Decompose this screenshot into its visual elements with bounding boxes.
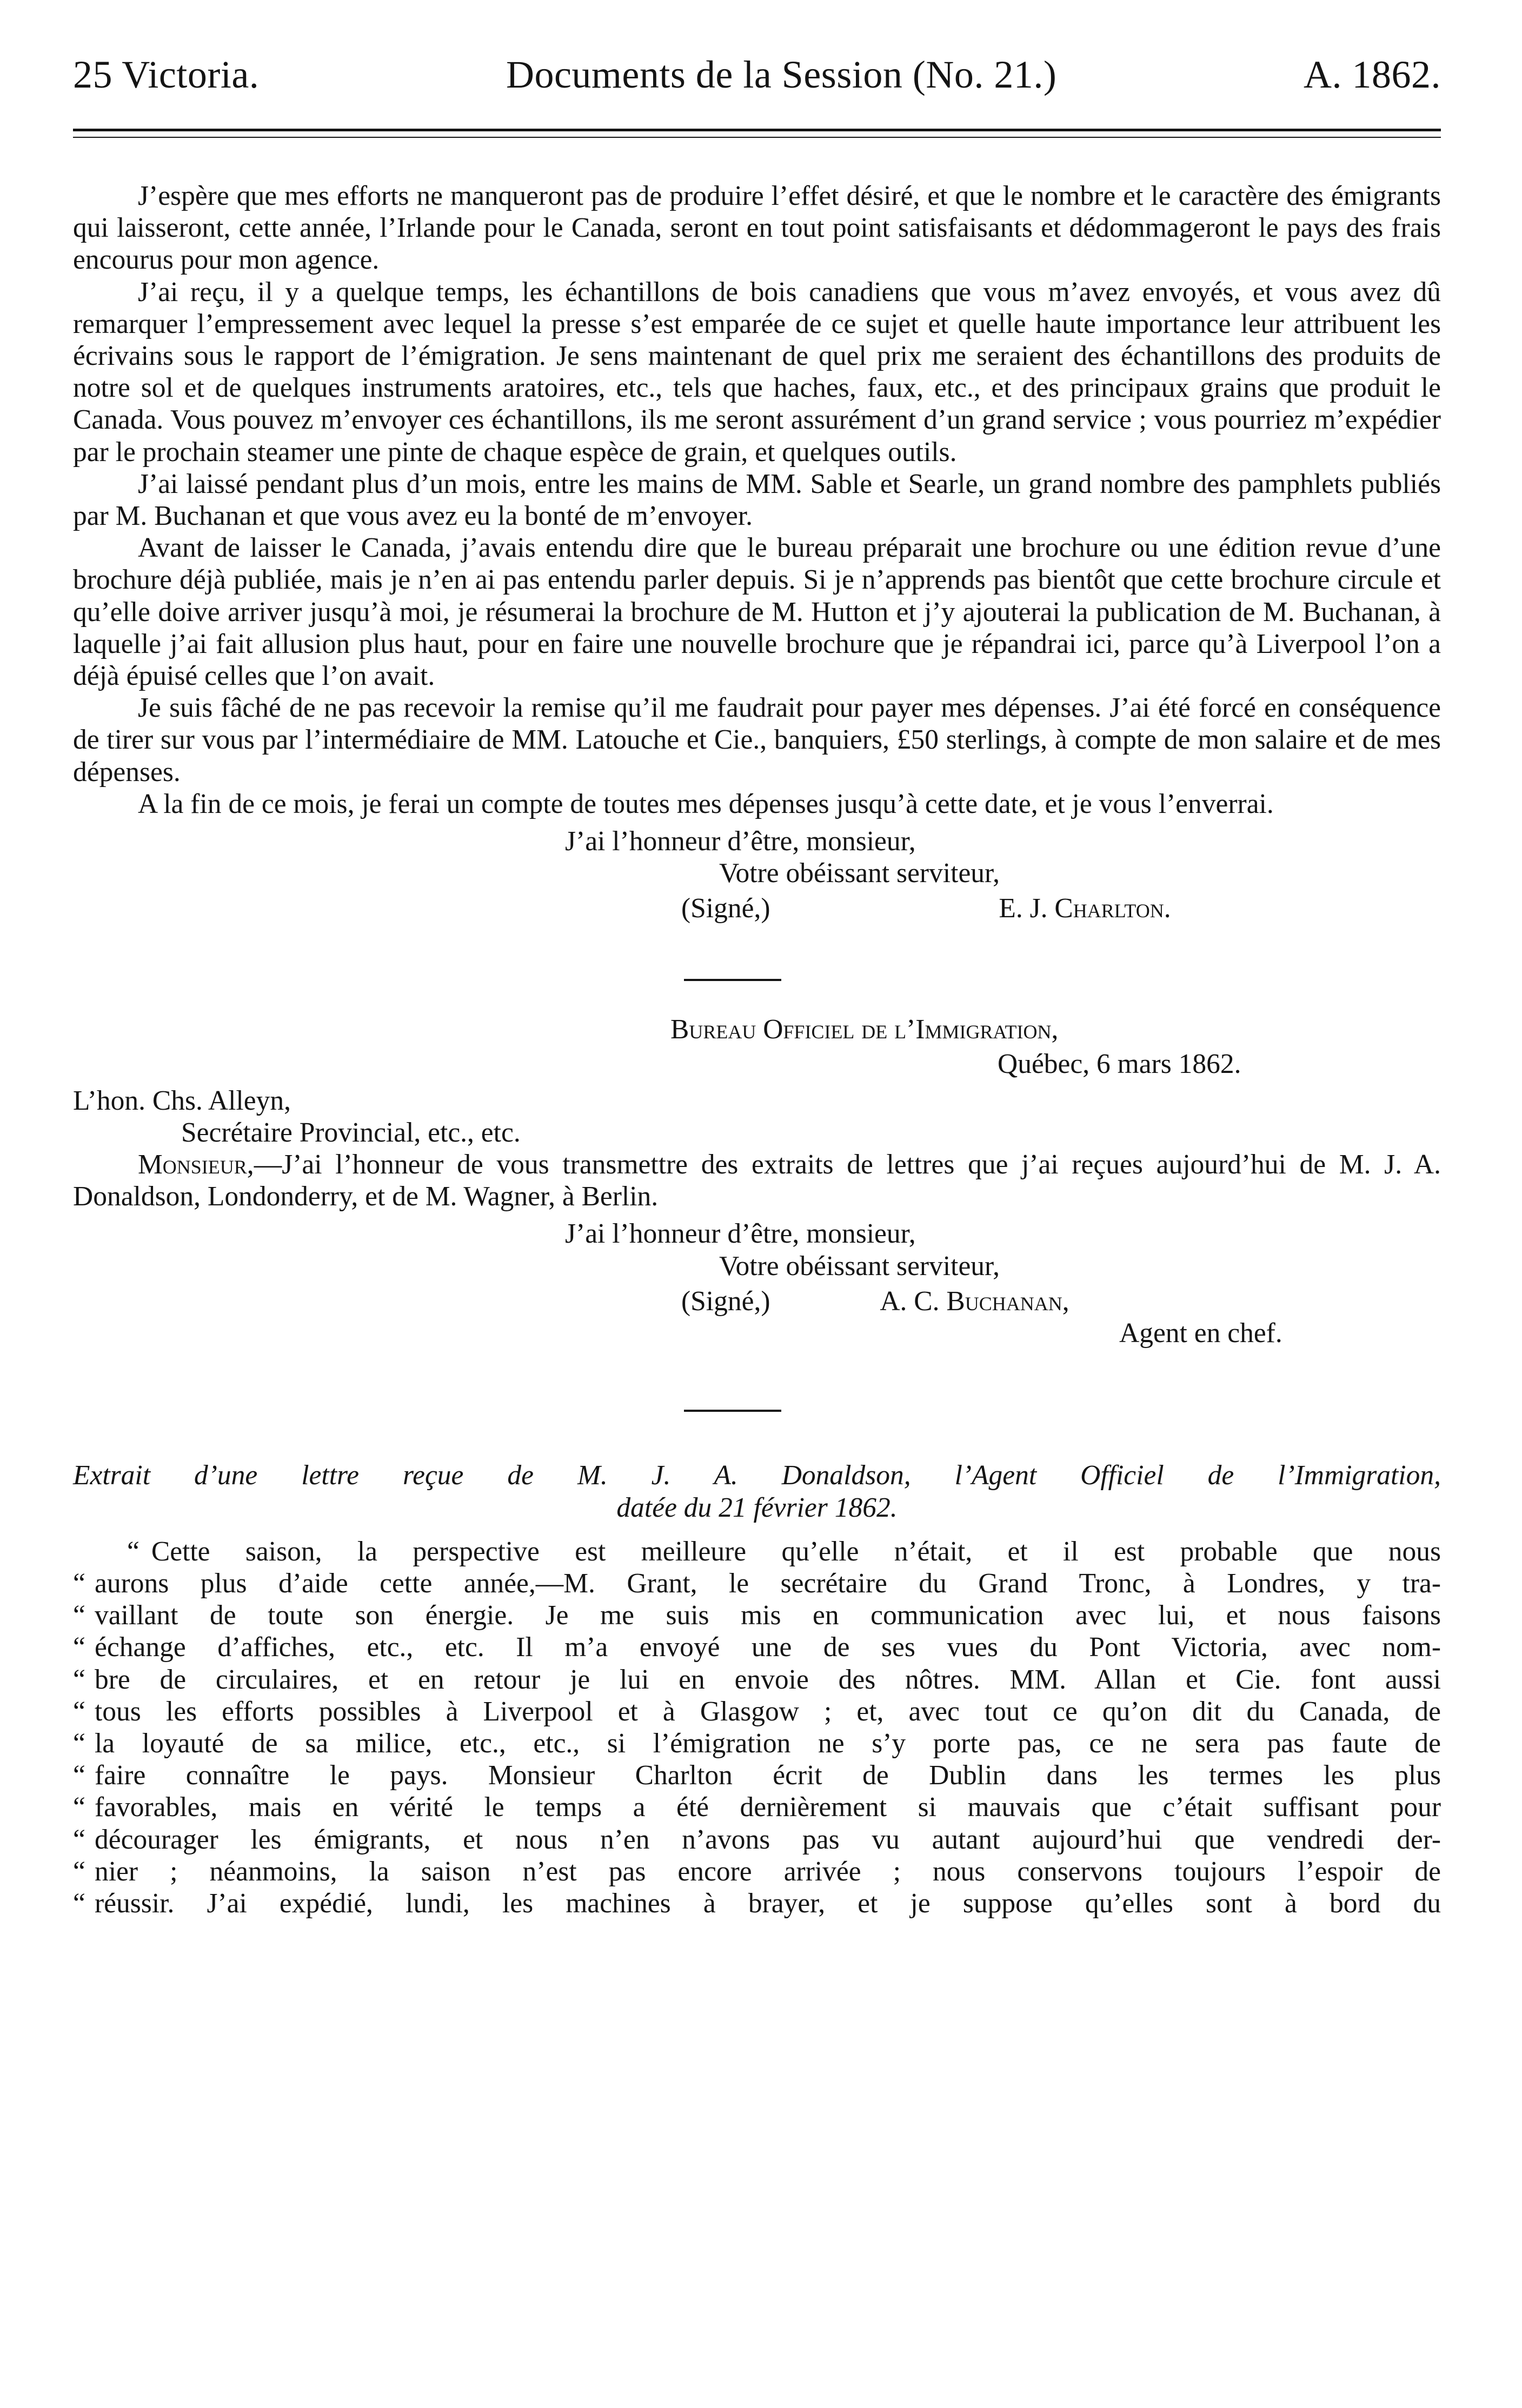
letter1-closing-2: Votre obéissant serviteur,	[719, 858, 1000, 889]
document-page	[73, 49, 1441, 1919]
letter2-closing-1: J’ai l’honneur d’être, monsieur,	[565, 1218, 916, 1250]
quote-line	[73, 1887, 1441, 1919]
quote-line-text: nier ; néanmoins, la saison n’est pas encore arrivée ; nous conservons toujours l’espoir de	[95, 1856, 1441, 1887]
quote-mark: “	[73, 1727, 85, 1759]
section-divider	[684, 979, 781, 981]
quote-line-text: réussir. J’ai expédié, lundi, les machines à brayer, et je suppose qu’elles sont à bord du	[95, 1887, 1441, 1919]
letter2-body	[73, 1149, 1441, 1212]
quote-line	[73, 1791, 1441, 1823]
quote-mark: “	[127, 1536, 139, 1567]
header-right: A. 1862.	[1303, 53, 1441, 96]
quote-line-text: échange d’affiches, etc., etc. Il m’a envoyé une de ses vues du Pont Victoria, avec nom-	[95, 1632, 1441, 1663]
letter2-signer-title: Agent en chef.	[1119, 1318, 1282, 1349]
letter2-signer: A. C. Buchanan,	[880, 1285, 1069, 1317]
quote-line	[73, 1599, 1441, 1631]
letter1-paragraph: J’ai reçu, il y a quelque temps, les échantillons de bois canadiens que vous m’avez envoyés, et vous avez dû remarquer l’empressement avec lequel la presse s’est emparée de ce sujet et quelle haute importance leur attribuent les écrivains sous le rapport de l’émigration. Je sens maintenant de quel prix me seraient des échantillons des produits de notre sol et de quelques instruments aratoires, etc., tels que haches, faux, etc., et des principaux grains que produit le Canada. Vous pouvez m’envoyer ces échantillons, ils me seront assurément d’un grand service ; vous pourriez m’expédier par le prochain steamer une pinte de chaque espèce de grain, et quelques outils.	[73, 276, 1441, 468]
quote-line	[73, 1759, 1441, 1791]
letter2-place-date: Québec, 6 mars 1862.	[998, 1048, 1241, 1079]
letter2-heading	[73, 1012, 1441, 1082]
quote-line	[73, 1536, 1441, 1567]
quote-line-text: faire connaître le pays. Monsieur Charlton écrit de Dublin dans les termes les plus	[95, 1760, 1441, 1791]
quote-mark: “	[73, 1600, 85, 1631]
extract-heading-line-2: datée du 21 février 1862.	[616, 1492, 898, 1523]
quote-line-text: décourager les émigrants, et nous n’en n’avons pas vu autant aujourd’hui que vendredi der-	[95, 1824, 1441, 1855]
extract-quote	[73, 1536, 1441, 1919]
letter1-paragraph: Je suis fâché de ne pas recevoir la remise qu’il me faudrait pour payer mes dépenses. J’ai été forcé en conséquence de tirer sur vous par l’intermédiaire de MM. Latouche et Cie., banquiers, £50 sterlings, à compte de mon salaire et de mes dépenses.	[73, 692, 1441, 788]
letter2-recipient: L’hon. Chs. Alleyn,	[73, 1085, 291, 1116]
quote-line	[73, 1727, 1441, 1759]
quote-line	[73, 1856, 1441, 1887]
letter1-paragraph: A la fin de ce mois, je ferai un compte de toutes mes dépenses jusqu’à cette date, et je vous l’enverrai.	[138, 788, 1274, 819]
letter2-text: —J’ai l’honneur de vous transmettre des extraits de lettres que j’ai reçues aujourd’hui de M. J. A. Donaldson, Londonderry, et de M. Wagner, à Berlin.	[73, 1149, 1441, 1212]
quote-line-text: bre de circulaires, et en retour je lui en envoie des nôtres. MM. Allan et Cie. font aussi	[95, 1664, 1441, 1695]
quote-mark: “	[73, 1664, 85, 1695]
letter2-office: Bureau Officiel de l’Immigration,	[670, 1013, 1059, 1045]
quote-line-text: Cette saison, la perspective est meilleure qu’elle n’était, et il est probable que nous	[151, 1536, 1441, 1567]
letter1-paragraph: J’espère que mes efforts ne manqueront pas de produire l’effet désiré, et que le nombre et le caractère des émigrants qui laisseront, cette année, l’Irlande pour le Canada, seront en tout point satisfaisants et dédommageront le pays des frais encourus pour mon agence.	[73, 181, 1441, 276]
extract-heading	[73, 1459, 1441, 1523]
letter2-address	[73, 1085, 1441, 1149]
quote-line-text: favorables, mais en vérité le temps a été dernièrement si mauvais que c’était suffisant pour	[95, 1792, 1441, 1823]
letter1-signer: E. J. Charlton.	[999, 893, 1171, 924]
header-rule-thick	[73, 129, 1441, 131]
letter2-recipient-title: Secrétaire Provincial, etc., etc.	[181, 1117, 521, 1148]
quote-mark: “	[73, 1792, 85, 1823]
header-rule-thin	[73, 137, 1441, 138]
letter1-signed-label: (Signé,)	[681, 893, 770, 924]
quote-mark: “	[73, 1632, 85, 1663]
quote-line	[73, 1664, 1441, 1696]
quote-line	[73, 1696, 1441, 1727]
letter1-paragraph: Avant de laisser le Canada, j’avais entendu dire que le bureau préparait une brochure ou une édition revue d’une brochure déjà publiée, mais je n’en ai pas entendu parler depuis. Si je n’apprends pas bientôt que cette brochure circule et qu’elle doive arriver jusqu’à moi, je résumerai la brochure de M. Hutton et j’y ajouterai la publication de M. Buchanan, à laquelle j’ai fait allusion plus haut, pour en faire une nouvelle brochure que je répandrai ici, parce qu’à Liverpool l’on a déjà épuisé celles que l’on avait.	[73, 532, 1441, 692]
header-center: Documents de la Session (No. 21.)	[506, 53, 1057, 96]
quote-mark: “	[73, 1824, 85, 1855]
letter2-closing-2: Votre obéissant serviteur,	[719, 1250, 1000, 1282]
letter1-body	[73, 180, 1441, 820]
quote-line	[73, 1631, 1441, 1663]
letter2-signature	[73, 1218, 1441, 1349]
extract-heading-line-1: Extrait d’une lettre reçue de M. J. A. Donaldson, l’Agent Officiel de l’Immigration,	[73, 1460, 1441, 1491]
section-divider	[684, 1410, 781, 1412]
quote-mark: “	[73, 1567, 85, 1599]
quote-mark: “	[73, 1696, 85, 1727]
quote-line-text: aurons plus d’aide cette année,—M. Grant, le secrétaire du Grand Tronc, à Londres, y tra-	[95, 1567, 1441, 1599]
letter1-paragraph: J’ai laissé pendant plus d’un mois, entre les mains de MM. Sable et Searle, un grand nombre des pamphlets publiés par M. Buchanan et que vous avez eu la bonté de m’envoyer.	[73, 468, 1441, 532]
quote-line	[73, 1824, 1441, 1856]
quote-mark: “	[73, 1856, 85, 1887]
page-header	[73, 49, 1441, 101]
letter1-signature	[73, 825, 1441, 925]
quote-mark: “	[73, 1887, 85, 1919]
letter1-closing-1: J’ai l’honneur d’être, monsieur,	[565, 826, 916, 857]
quote-line-text: tous les efforts possibles à Liverpool et à Glasgow ; et, avec tout ce qu’on dit du Canada, de	[95, 1696, 1441, 1727]
quote-line	[73, 1567, 1441, 1599]
quote-line-text: vaillant de toute son énergie. Je me suis mis en communication avec lui, et nous faisons	[95, 1600, 1441, 1631]
quote-line-text: la loyauté de sa milice, etc., etc., si l’émigration ne s’y porte pas, ce ne sera pas faute de	[95, 1727, 1441, 1759]
letter2-signed-label: (Signé,)	[681, 1285, 770, 1317]
header-left: 25 Victoria.	[73, 53, 260, 96]
letter2-salutation: Monsieur,	[138, 1149, 254, 1180]
quote-mark: “	[73, 1760, 85, 1791]
